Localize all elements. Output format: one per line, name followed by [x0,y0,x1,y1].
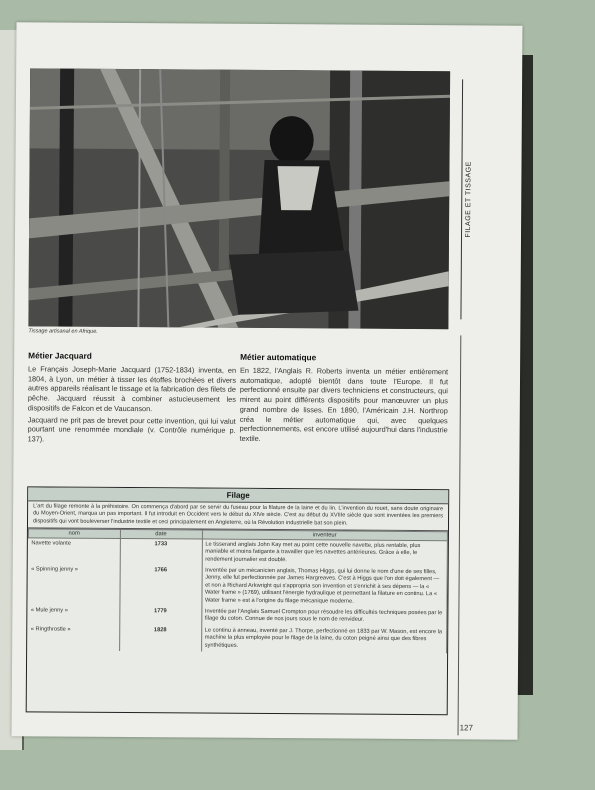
row-inventeur: Inventée par l'Anglais Samuel Crompton pour résoudre les difficultés techniques posées par le filage du coton. Connue de nos jours sous le nom de renvideur. [201,607,447,628]
filage-table [27,528,448,653]
weaving-photo-image [28,68,450,329]
section-side-label [460,79,475,319]
book-page [12,22,523,740]
row-date: 1828 [119,625,201,652]
column-header-inventeur: inventeur [202,530,448,541]
automatic-loom-paragraph: En 1822, l'Anglais R. Roberts inventa un métier entièrement automatique, adopté bientôt dans toute l'Europe. Il fut perfectionné ensuite par divers techniciens et constructeurs, qui mirent au point différents dispositifs pour manœuvrer un plus grand nombre de lisses. En 1890, l'Américain J.H. Northrop créa le métier automatique qui, avec quelques perfectionnements, est encore utilisé aujourd'hui dans l'industrie textile. [239,365,449,443]
row-date: 1779 [119,606,201,625]
margin-rule [458,335,462,735]
jacquard-paragraph: Jacquard ne prit pas de brevet pour cette invention, qui lui valut pourtant une renommée mondiale (v. Contrôle numérique p. 137). [27,414,236,444]
row-date: 1766 [119,565,201,607]
jacquard-heading: Métier Jacquard [28,350,92,361]
jacquard-section [28,350,237,447]
jacquard-paragraph: Le Français Joseph-Marie Jacquard (1752-1834) inventa, en 1804, à Lyon, un métier à tisser les étoffes brochées et divers autres appareils réalisant le tissage et la fabrication des filets de pêche. Jacquard réussit à combiner astucieusement les dispositifs de Falcon et de Vaucanson. [27,364,237,414]
table-row [28,538,447,568]
row-inventeur: Le continu à anneau, inventé par J. Thorpe, perfectionné en 1833 par W. Mason, est encore la machine la plus employée pour le filage de la laine, du coton peigné ainsi que des fibres synthétiques. [201,625,447,653]
side-label-text: FILAGE ET TISSAGE [465,161,473,238]
column-header-date: date [120,529,202,539]
row-nom: « Mule jenny » [28,605,120,624]
row-date: 1733 [120,538,202,565]
filage-title: Filage [28,487,448,504]
table-row [28,624,447,653]
photo-caption: Tissage artisanal en Afrique. [28,328,98,335]
automatic-loom-section [240,352,449,447]
filage-box [26,486,450,715]
row-inventeur: Inventée par un mécanicien anglais, Thomas Higgs, qui lui donne le nom d'une de ses filles, Jenny, elle fut perfectionnée par James Hargreaves. C'est à Higgs que l'on doit également — et non à Richard Arkwright qui s'appropria son invention et s'enrichit à ses dépens — la « Water frame » (1769), utilisant l'énergie hydraulique et permettant la filature en continu. La « Water frame » est à l'origine du filage mécanique moderne. [201,566,447,609]
row-inventeur: Le tisserand anglais John Kay met au point cette nouvelle navette, plus rentable, plus maniable et moins fatigante à travailler que les navettes antérieures. Grâce à elle, le rendement journalier est doublé. [202,539,448,567]
table-row [28,564,447,608]
filage-intro: L'art du filage remonte à la préhistoire. On commença d'abord par se servir du fuseau pour la filature de la laine et du lin. L'invention du rouet, sans doute originaire du Moyen-Orient, marqua un pas important. Il fut introduit en Occident vers le début du XIVe siècle. C'est au début du XVIIIe siècle que sont inventées les premiers dispositifs qui vont bouleverser l'industrie textile et ceci principalement en Angleterre, où la Révolution industrielle bat son plein. [28,501,448,531]
column-header-nom: nom [28,529,120,539]
row-nom: « Ringthrostle » [28,624,120,651]
row-nom: Navette volante [28,538,120,565]
automatic-loom-heading: Métier automatique [240,351,317,363]
page-number: 127 [459,723,473,733]
weaving-photo [28,68,450,329]
row-nom: « Spinning jenny » [28,564,120,606]
